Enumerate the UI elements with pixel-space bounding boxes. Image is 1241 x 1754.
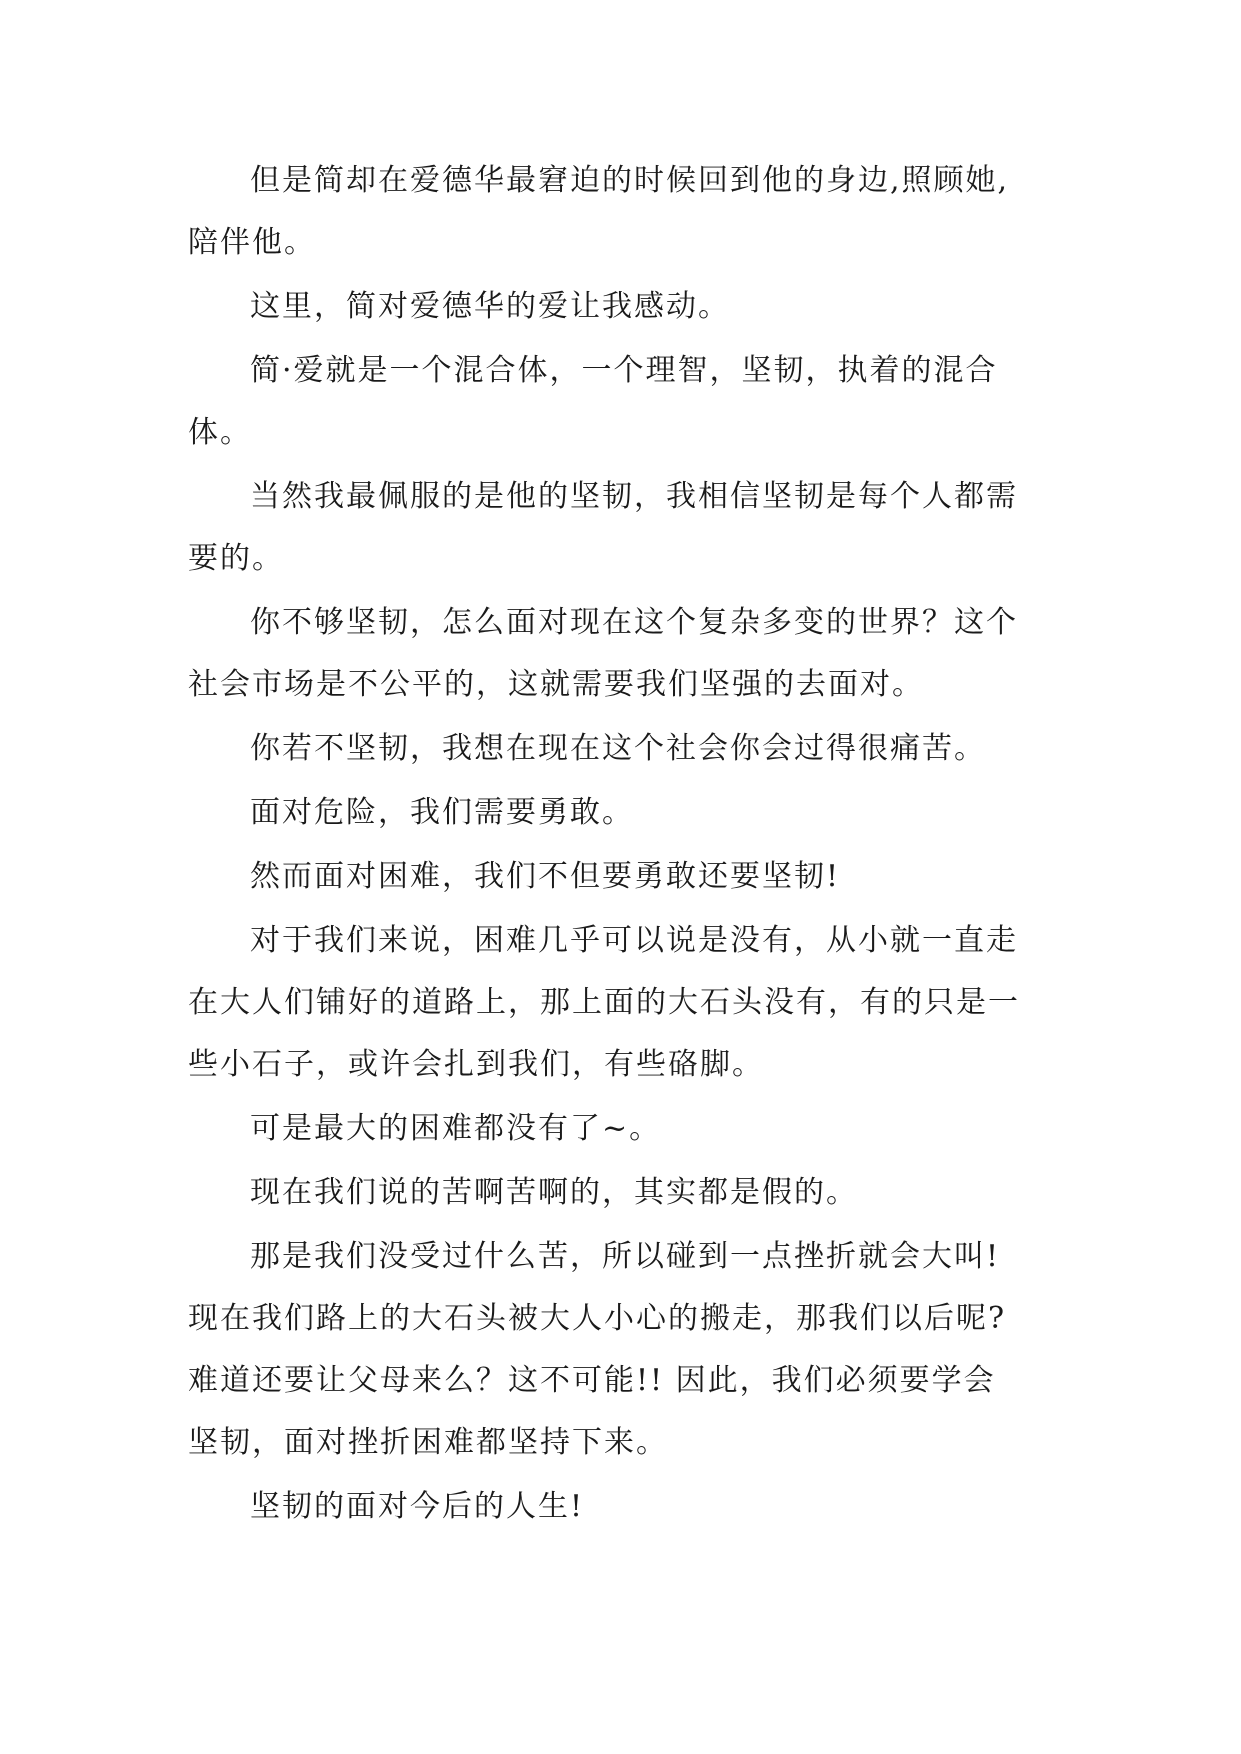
- paragraph: [188, 340, 1088, 464]
- paragraph-line: 面对危险，我们需要勇敢。: [250, 795, 634, 830]
- paragraph-line: 要的。: [188, 541, 284, 576]
- paragraph: [188, 910, 1088, 1096]
- paragraph: [188, 592, 1088, 716]
- paragraph: [188, 150, 1088, 274]
- paragraph-line: 陪伴他。: [188, 225, 316, 260]
- paragraph-line: 但是简却在爱德华最窘迫的时候回到他的身边,照顾她,: [250, 163, 1010, 198]
- paragraph-line: 坚韧，面对挫折困难都坚持下来。: [188, 1425, 668, 1460]
- paragraph: [188, 466, 1088, 590]
- paragraph-line: 现在我们说的苦啊苦啊的，其实都是假的。: [250, 1175, 858, 1210]
- paragraph: [188, 782, 1088, 844]
- paragraph-line: 那是我们没受过什么苦，所以碰到一点挫折就会大叫!: [250, 1239, 1001, 1274]
- paragraph-line: 难道还要让父母来么？这不可能!! 因此，我们必须要学会: [188, 1363, 996, 1398]
- paragraph-line: 些小石子，或许会扎到我们，有些硌脚。: [188, 1047, 764, 1082]
- paragraph: [188, 1098, 1088, 1160]
- paragraph-line: 当然我最佩服的是他的坚韧，我相信坚韧是每个人都需: [250, 479, 1018, 514]
- paragraph: [188, 846, 1088, 908]
- paragraph-line: 这里，简对爱德华的爱让我感动。: [250, 289, 730, 324]
- paragraph: [188, 718, 1088, 780]
- paragraph-line: 体。: [188, 415, 252, 450]
- paragraph-line: 社会市场是不公平的，这就需要我们坚强的去面对。: [188, 667, 924, 702]
- paragraph: [188, 1226, 1088, 1474]
- paragraph: [188, 276, 1088, 338]
- paragraph: [188, 1476, 1088, 1538]
- paragraph-line: 你不够坚韧，怎么面对现在这个复杂多变的世界？这个: [250, 605, 1018, 640]
- document-body: [188, 150, 1088, 1540]
- paragraph: [188, 1162, 1088, 1224]
- paragraph-line: 简·爱就是一个混合体，一个理智，坚韧，执着的混合: [250, 353, 998, 388]
- paragraph-line: 你若不坚韧，我想在现在这个社会你会过得很痛苦。: [250, 731, 986, 766]
- paragraph-line: 可是最大的困难都没有了~。: [250, 1111, 662, 1146]
- paragraph-line: 对于我们来说，困难几乎可以说是没有，从小就一直走: [250, 923, 1018, 958]
- paragraph-line: 在大人们铺好的道路上，那上面的大石头没有，有的只是一: [188, 985, 1020, 1020]
- paragraph-line: 坚韧的面对今后的人生!: [250, 1489, 585, 1524]
- paragraph-line: 然而面对困难，我们不但要勇敢还要坚韧!: [250, 859, 841, 894]
- paragraph-line: 现在我们路上的大石头被大人小心的搬走，那我们以后呢?: [188, 1301, 1007, 1336]
